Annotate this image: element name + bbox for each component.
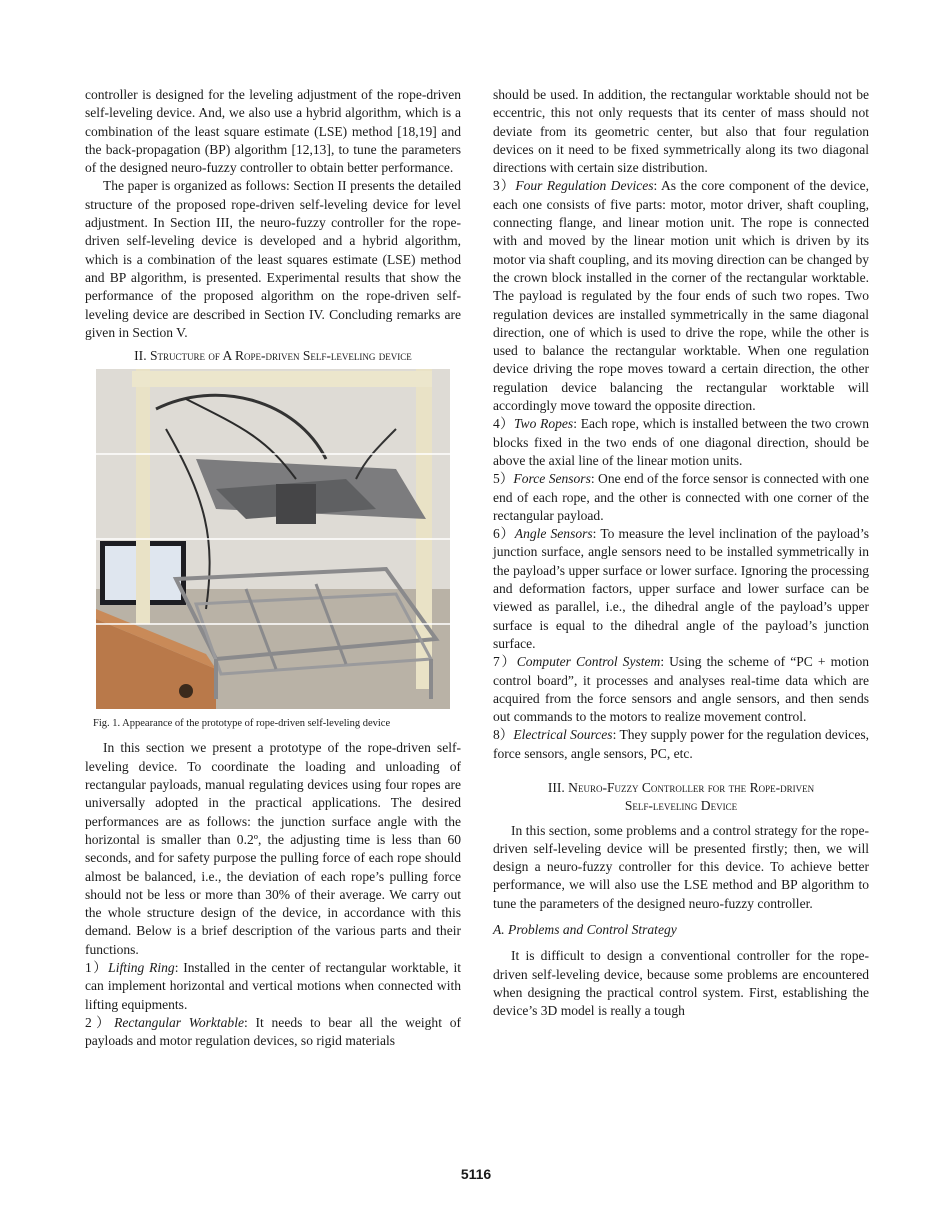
section-2-heading: II. Structure of A Rope-driven Self-leveling device — [134, 348, 412, 364]
section-2-paragraph-1: In this section we present a prototype of the rope-driven self-leveling device. To coordinate the loading and unloading of rectangular payloads, manual regulating devices using four ropes are universally adopted in the practical applications. The desired performances are as follows: the junction surface angle with the horizontal is smaller than 0.2º, the adjusting time is less than 60 seconds, and for safety purpose the pulling force of each rope should almost be balanced, i.e., the deviation of each rope’s pulling force should not be less or more than 30% of their average. We carry out the whole structure design of the device, in accordance with this demand. Below is a brief description of the various parts and their functions. — [85, 740, 461, 957]
intro-paragraph-1: controller is designed for the leveling adjustment of the rope-driven self-leveling device. And, we also use a hybrid algorithm, which is a combination of the least square estimate (LSE) method [18,19] and the back-propagation (BP) algorithm [12,13], to tune the parameters of the designed neuro-fuzzy controller to obtain better performance. — [85, 87, 461, 176]
item-label: Two Ropes — [514, 416, 574, 432]
left-column — [85, 86, 461, 1051]
item-text: : Each rope, which is installed between the two crown blocks fixed in the two ends of one diagonal direction, should be above the axial line of the linear motion units. — [493, 416, 869, 468]
item-label: Angle Sensors — [514, 526, 593, 542]
section-3-heading-line-2: Self-leveling Device — [624, 798, 738, 814]
section-3-paragraph-1: In this section, some problems and a control strategy for the rope-driven self-leveling device will be presented firstly; then, we will design a neuro-fuzzy controller for this device. To achieve better performance, we will also use the LSE method and BP algorithm to tune the parameters of the designed neuro-fuzzy controller. — [493, 822, 869, 911]
item-label: Lifting Ring — [108, 960, 175, 976]
section-3-heading-line-1: III. Neuro-Fuzzy Controller for the Rope-driven — [547, 779, 815, 795]
page-number: 5116 — [460, 1166, 492, 1182]
subsection-a-heading: A. Problems and Control Strategy — [493, 922, 677, 938]
prototype-photo-illustration — [96, 369, 450, 709]
item-label: Four Regulation Devices — [515, 178, 654, 194]
item-text: : They supply power for the regulation devices, force sensors, angle sensors, PC, etc. — [493, 727, 869, 761]
intro-paragraph-2: The paper is organized as follows: Section II presents the detailed structure of the proposed rope-driven self-leveling device for level adjustment. In Section III, the neuro-fuzzy controller for the rope-driven self-leveling device is developed and a hybrid algorithm, which is a combination of the least squares estimate (LSE) method and BP algorithm, is presented. Experimental results that show the performance of the proposed algorithm on the rope-driven self-leveling device are described in Section IV. Concluding remarks are given in Section V. — [85, 178, 461, 340]
continued-paragraph: should be used. In addition, the rectangular worktable should not be eccentric, this not only requests that its center of mass should not deviate from its geometric center, but also that four regulation devices on it need to be fixed symmetrically along its two diagonal directions with certain size distribution. — [493, 87, 869, 176]
item-number: 8） — [493, 727, 514, 743]
figure-1-photo — [96, 369, 450, 709]
list-item-8 — [493, 726, 869, 763]
item-number: 4） — [493, 416, 515, 432]
item-number: 2） — [85, 1014, 115, 1030]
section-3-heading — [493, 779, 869, 816]
item-number: 3） — [493, 178, 516, 194]
item-text: : Using the scheme of “PC + motion control board”, it processes and analyses real-time data which are acquired from the force sensors and angle sensors, and then sends out commands to the motors to realize movement control. — [493, 654, 870, 725]
list-item-6 — [493, 525, 869, 653]
list-item-2 — [85, 1014, 461, 1051]
item-number: 5） — [493, 471, 514, 487]
item-number: 6） — [493, 526, 515, 542]
item-label: Force Sensors — [513, 471, 591, 487]
item-number: 7） — [493, 654, 517, 670]
item-text: : It needs to bear all the weight of payloads and motor regulation devices, so rigid materials — [85, 1014, 461, 1049]
item-number: 1） — [85, 960, 109, 976]
item-label: Electrical Sources — [513, 727, 613, 743]
item-label: Computer Control System — [516, 654, 661, 670]
list-item-7 — [493, 653, 869, 726]
list-item-3 — [493, 177, 869, 415]
item-text: : Installed in the center of rectangular worktable, it can implement horizontal and vertical motions when connected with lifting equipments. — [85, 960, 461, 1012]
item-text: : One end of the force sensor is connected with one end of each rope, and the other is connected with one corner of the rectangular payload. — [493, 471, 869, 523]
list-item-5 — [493, 470, 869, 525]
subsection-a-paragraph-1: It is difficult to design a conventional controller for the rope-driven self-leveling device, because some problems are encountered when designing the practical control system. First, establishing the device’s 3D model is really a tough — [493, 948, 869, 1019]
item-text: : As the core component of the device, each one consists of five parts: motor, motor driver, shaft coupling, connecting flange, and linear motion unit. The rope is connected with and moved by the linear motion unit which is driven by its motor via shaft coupling, and its moving direction can be changed by the crown block installed in the corner of the rectangular worktable. The payload is regulated by the four ends of such two ropes. Two regulation devices are installed symmetrically in the same diagonal direction, one of which is used to drive the rope, while the other is used to balance the rectangular worktable. When one regulation device driving the rope moves toward a certain direction, the other regulation device balancing the rectangular worktable will accordingly move toward the opposite direction. — [493, 178, 869, 414]
right-column — [493, 86, 869, 1021]
list-item-4 — [493, 415, 869, 470]
item-label: Rectangular Worktable — [114, 1014, 244, 1030]
list-item-1 — [85, 959, 461, 1014]
figure-1-caption: Fig. 1. Appearance of the prototype of rope-driven self-leveling device — [93, 718, 391, 730]
item-text: : To measure the level inclination of the payload’s junction surface, angle sensors need to be installed symmetrically in the payload’s upper surface or lower surface. Ignoring the processing and deformation factors, upper surface and lower surface can be viewed as parallel, i.e., the dihedral angle of the payload’s upper surface is equal to the dihedral angle of the payload’s junction surface. — [493, 526, 869, 651]
